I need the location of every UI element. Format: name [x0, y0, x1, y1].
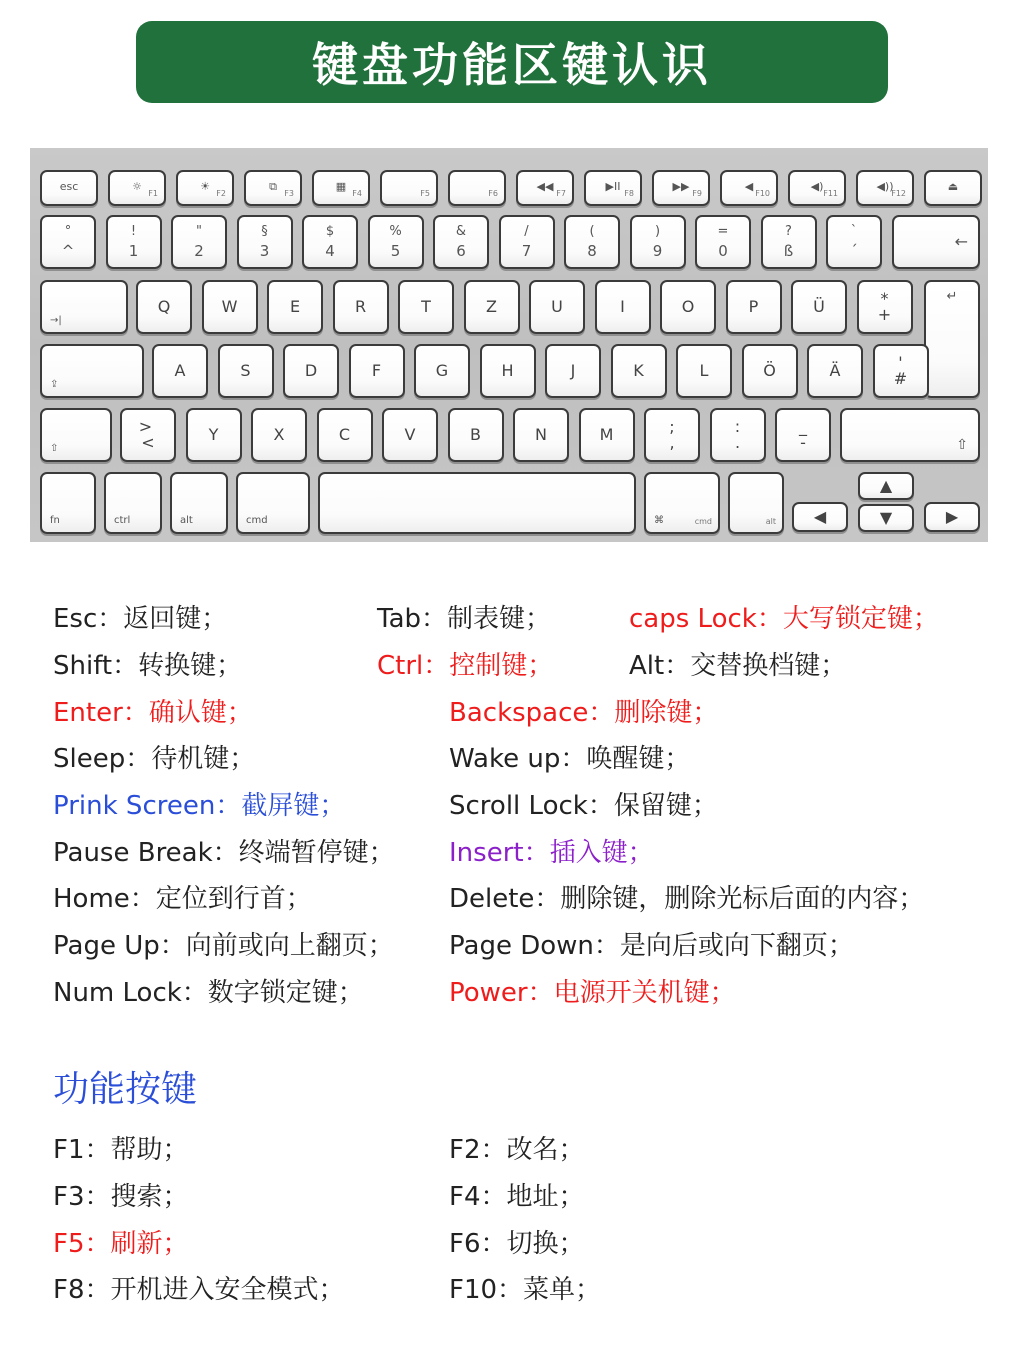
shortcut-line: Pause Break：终端暂停键；: [53, 838, 395, 868]
cmd-key-right: [644, 472, 720, 534]
key-legend-lower: 8: [587, 242, 597, 260]
fn-row-key: [720, 170, 778, 206]
key-legend: ◀)): [876, 180, 894, 193]
fn-row-key: [448, 170, 506, 206]
key-legend: ☼: [132, 180, 142, 193]
shortcut-line: Sleep：待机键；: [53, 744, 256, 774]
number-row-key: [826, 215, 882, 269]
key-legend: K: [633, 361, 644, 380]
title-banner: 键盘功能区键认识: [136, 21, 888, 103]
key-legend: alt: [180, 515, 193, 526]
shortcut-line: Delete：删除键，删除光标后面的内容；: [449, 884, 925, 914]
fn-row-key: [380, 170, 438, 206]
z-row-key: [120, 408, 176, 462]
number-row-key: [892, 215, 980, 269]
number-row-key: [106, 215, 162, 269]
key-legend-lower: 1: [128, 242, 139, 260]
key-legend: ◀): [810, 180, 824, 193]
key-legend: S: [240, 361, 251, 380]
z-row-key: [513, 408, 569, 462]
arrow-down-key: [858, 504, 914, 532]
q-row-key: [529, 280, 585, 334]
key-legend-upper: &: [455, 224, 467, 239]
key-legend: ⧉: [269, 180, 277, 193]
key-legend-lower: 2: [194, 242, 204, 260]
key-legend: C: [338, 425, 351, 444]
z-row-key: [40, 408, 112, 462]
key-legend: ctrl: [114, 515, 131, 526]
key-legend: O: [681, 297, 695, 316]
key-legend: fn: [50, 515, 60, 526]
alt-key-right: [728, 472, 784, 534]
key-legend: alt: [765, 517, 776, 526]
q-row-key: [660, 280, 716, 334]
a-row-key: [545, 344, 601, 398]
shift-icon: ⇧: [50, 443, 59, 454]
key-legend-upper: ": [196, 224, 202, 239]
arrow-left-key: [792, 502, 848, 532]
key-legend-lower: ´: [850, 242, 858, 260]
key-legend: cmd: [694, 517, 712, 526]
fn-row-key: [244, 170, 302, 206]
key-legend: I: [620, 297, 625, 316]
key-legend: F: [371, 361, 382, 380]
a-row-key: [218, 344, 274, 398]
key-legend: U: [551, 297, 563, 316]
key-legend-upper: $: [325, 224, 335, 239]
function-key-line: F8：开机进入安全模式；: [53, 1275, 345, 1305]
a-row-key: [40, 344, 144, 398]
number-row-key: [761, 215, 817, 269]
key-legend: ▦: [335, 180, 347, 193]
arrow-up-icon: ▲: [879, 476, 893, 495]
key-sublabel: F3: [284, 189, 294, 198]
key-sublabel: F6: [488, 189, 498, 198]
shortcut-line: Wake up：唤醒键；: [449, 744, 691, 774]
enter-key: [924, 280, 980, 398]
fn-row-key: [652, 170, 710, 206]
fn-row-key: [788, 170, 846, 206]
bottom-row-key: [236, 472, 310, 534]
key-legend-upper: ?: [785, 224, 792, 239]
fn-row-key: [856, 170, 914, 206]
key-legend-upper: %: [389, 224, 402, 239]
key-legend: ▶II: [605, 180, 621, 193]
number-row-key: [630, 215, 686, 269]
shortcut-line: Alt：交替换档键；: [629, 651, 847, 681]
shortcut-line: Scroll Lock：保留键；: [449, 791, 718, 821]
key-sublabel: F10: [755, 189, 770, 198]
key-legend: _ -: [799, 417, 807, 452]
key-legend: ' #: [893, 353, 908, 388]
key-legend: R: [354, 297, 367, 316]
key-legend: T: [421, 297, 431, 316]
enter-icon: ↵: [946, 289, 958, 304]
key-legend: B: [470, 425, 481, 444]
key-legend: J: [570, 361, 576, 380]
fn-row-key: [516, 170, 574, 206]
fn-row-key: [584, 170, 642, 206]
arrow-up-key: [858, 472, 914, 500]
key-legend-lower: 3: [259, 242, 270, 260]
q-row-key: [333, 280, 389, 334]
key-legend: esc: [59, 180, 79, 193]
z-row-key: [644, 408, 700, 462]
shortcut-line: Num Lock：数字锁定键；: [53, 978, 364, 1008]
number-row-key: [237, 215, 293, 269]
bottom-row-key: [104, 472, 162, 534]
q-row-key: [464, 280, 520, 334]
key-sublabel: F2: [216, 189, 226, 198]
key-legend: Ä: [829, 361, 841, 380]
key-legend: W: [221, 297, 238, 316]
shift-icon: ⇧: [956, 437, 968, 453]
key-legend: L: [699, 361, 709, 380]
a-row-key: [611, 344, 667, 398]
key-legend-lower: ß: [783, 242, 794, 260]
key-sublabel: F11: [823, 189, 838, 198]
key-legend-upper: `: [850, 224, 858, 239]
key-legend: P: [748, 297, 759, 316]
key-legend: ◀◀: [536, 180, 554, 193]
q-row-key: [398, 280, 454, 334]
a-row-key: [873, 344, 929, 398]
arrow-right-key: [924, 502, 980, 532]
z-row-key: [448, 408, 504, 462]
shortcut-line: Tab：制表键；: [377, 604, 552, 634]
key-legend: H: [501, 361, 514, 380]
key-legend-lower: 7: [521, 242, 532, 260]
a-row-key: [676, 344, 732, 398]
key-legend: ⏏: [947, 180, 959, 193]
key-legend-lower: 6: [456, 242, 466, 260]
key-legend: Z: [486, 297, 497, 316]
key-sublabel: F5: [420, 189, 430, 198]
z-row-key: [317, 408, 373, 462]
z-row-key: [579, 408, 635, 462]
a-row-key: [742, 344, 798, 398]
key-legend: ☀: [200, 180, 210, 193]
key-legend-lower: 5: [390, 242, 401, 260]
key-legend-lower: 4: [325, 242, 335, 260]
number-row-key: [302, 215, 358, 269]
z-row-key: [382, 408, 438, 462]
arrow-down-icon: ▼: [879, 508, 893, 527]
shortcut-line: Power：电源开关机键；: [449, 978, 736, 1008]
arrow-left-icon: ◀: [813, 507, 827, 526]
shortcut-line: Page Down：是向后或向下翻页；: [449, 931, 854, 961]
a-row-key: [414, 344, 470, 398]
function-key-line: F10：菜单；: [449, 1275, 602, 1305]
q-row-key: [857, 280, 913, 334]
a-row-key: [349, 344, 405, 398]
key-legend-upper: =: [717, 224, 729, 239]
fn-row-key: [40, 170, 98, 206]
key-legend-upper: §: [261, 224, 268, 239]
number-row-key: [368, 215, 424, 269]
a-row-key: [283, 344, 339, 398]
function-key-line: F4：地址；: [449, 1182, 585, 1212]
q-row-key: [726, 280, 782, 334]
key-sublabel: F1: [148, 189, 158, 198]
number-row-key: [171, 215, 227, 269]
shortcut-line: Backspace：删除键；: [449, 698, 719, 728]
a-row-key: [152, 344, 208, 398]
a-row-key: [807, 344, 863, 398]
function-key-line: F2：改名；: [449, 1135, 585, 1165]
command-icon: ⌘: [654, 515, 664, 526]
z-row-key: [710, 408, 766, 462]
fn-row-key: [924, 170, 982, 206]
key-legend-upper: (: [589, 224, 595, 239]
key-legend: Q: [157, 297, 171, 316]
q-row-key: [136, 280, 192, 334]
q-row-key: [202, 280, 258, 334]
key-legend: : .: [734, 417, 741, 452]
key-legend: V: [404, 425, 416, 444]
key-legend: ◀: [744, 180, 754, 193]
bottom-row-key: [40, 472, 96, 534]
key-legend: N: [535, 425, 547, 444]
key-legend-lower: 0: [718, 242, 728, 260]
caps-lock-icon: ⇪: [50, 379, 59, 390]
tab-icon: →|: [50, 315, 62, 326]
backspace-icon: ←: [954, 232, 968, 251]
key-legend-upper: °: [64, 224, 72, 239]
shortcut-line: Page Up：向前或向上翻页；: [53, 931, 394, 961]
key-legend: X: [273, 425, 285, 444]
function-key-line: F6：切换；: [449, 1229, 585, 1259]
function-key-line: F1：帮助；: [53, 1135, 189, 1165]
fn-row-key: [312, 170, 370, 206]
key-legend: Y: [208, 425, 219, 444]
section-title: 功能按键: [53, 1069, 198, 1110]
key-sublabel: F4: [352, 189, 362, 198]
shortcut-line: Home：定位到行首；: [53, 884, 312, 914]
number-row-key: [40, 215, 96, 269]
keyboard-image: [30, 148, 988, 542]
key-legend: Ö: [763, 361, 776, 380]
key-legend: G: [435, 361, 449, 380]
shortcut-line: caps Lock：大写锁定键；: [629, 604, 939, 634]
number-row-key: [695, 215, 751, 269]
z-row-key: [775, 408, 831, 462]
number-row-key: [499, 215, 555, 269]
key-sublabel: F8: [624, 189, 634, 198]
shortcut-line: Esc：返回键；: [53, 604, 228, 634]
z-row-key: [840, 408, 980, 462]
shortcut-line: Ctrl：控制键；: [377, 651, 554, 681]
key-sublabel: F7: [556, 189, 566, 198]
bottom-row-key: [170, 472, 228, 534]
function-key-line: F3：搜索；: [53, 1182, 189, 1212]
key-sublabel: F9: [692, 189, 702, 198]
key-legend: cmd: [246, 515, 268, 526]
z-row-key: [186, 408, 242, 462]
q-row-key: [267, 280, 323, 334]
key-sublabel: F12: [891, 189, 906, 198]
key-legend-lower: 9: [652, 242, 663, 260]
key-legend: E: [289, 297, 301, 316]
fn-row-key: [176, 170, 234, 206]
key-legend: M: [599, 425, 614, 444]
shortcut-line: Enter：确认键；: [53, 698, 253, 728]
shortcut-line: Prink Screen：截屏键；: [53, 791, 346, 821]
key-legend: D: [304, 361, 318, 380]
shortcut-line: Insert：插入键；: [449, 838, 654, 868]
key-legend: ▶▶: [672, 180, 690, 193]
function-key-line: F5：刷新；: [53, 1229, 189, 1259]
z-row-key: [251, 408, 307, 462]
key-legend-upper: /: [524, 224, 529, 239]
number-row-key: [564, 215, 620, 269]
key-legend: > <: [138, 417, 155, 452]
key-legend: ; ,: [669, 417, 675, 452]
key-legend-lower: ^: [61, 242, 75, 260]
key-legend: A: [174, 361, 186, 380]
q-row-key: [791, 280, 847, 334]
key-legend: * +: [877, 289, 892, 324]
bottom-row-key: [318, 472, 636, 534]
key-legend-upper: ): [654, 224, 661, 239]
arrow-right-icon: ▶: [945, 507, 959, 526]
q-row-key: [595, 280, 651, 334]
q-row-key: [40, 280, 128, 334]
shortcut-line: Shift：转换键；: [53, 651, 243, 681]
number-row-key: [433, 215, 489, 269]
fn-row-key: [108, 170, 166, 206]
a-row-key: [480, 344, 536, 398]
key-legend: Ü: [813, 297, 825, 316]
key-legend-upper: !: [130, 224, 137, 239]
